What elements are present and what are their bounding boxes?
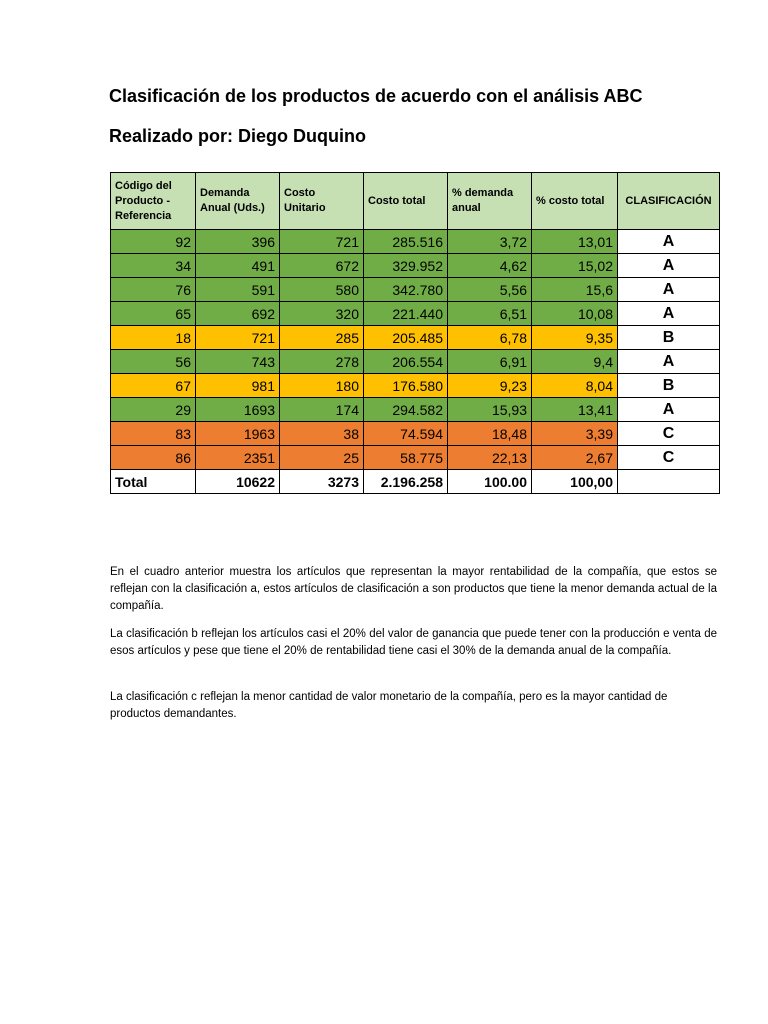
cell-costo-total: 206.554: [364, 350, 448, 374]
cell-demanda: 396: [196, 230, 280, 254]
cell-costo-total: 221.440: [364, 302, 448, 326]
cell-demanda: 743: [196, 350, 280, 374]
cell-clasificacion: A: [618, 230, 720, 254]
cell-codigo: 29: [111, 398, 196, 422]
cell-costo-unitario: 38: [280, 422, 364, 446]
cell-demanda: 591: [196, 278, 280, 302]
paragraph-1: En el cuadro anterior muestra los artículos que representan la mayor rentabilidad de la compañía, que estos se reflejan con la clasificación a, estos artículos de clasificación a son productos que tiene la menor demanda actual de la compañía.: [110, 565, 717, 612]
cell-pct-demanda: 22,13: [448, 446, 532, 470]
cell-clasificacion: C: [618, 446, 720, 470]
cell-costo-total: 58.775: [364, 446, 448, 470]
table-row: [111, 278, 720, 302]
cell-costo-unitario: 320: [280, 302, 364, 326]
cell-codigo: 56: [111, 350, 196, 374]
cell-costo-unitario: 721: [280, 230, 364, 254]
cell-codigo: 92: [111, 230, 196, 254]
cell-costo-unitario: 672: [280, 254, 364, 278]
table-row: [111, 350, 720, 374]
cell-costo-total: 294.582: [364, 398, 448, 422]
cell-costo-total: 205.485: [364, 326, 448, 350]
header-clasificacion: CLASIFICACIÓN: [618, 173, 720, 230]
cell-pct-costo: 10,08: [532, 302, 618, 326]
cell-clasificacion: B: [618, 374, 720, 398]
abc-table: [110, 172, 720, 494]
cell-pct-costo: 9,35: [532, 326, 618, 350]
paragraph-2: La clasificación b reflejan los artículos casi el 20% del valor de ganancia que puede tener con la producción e venta de esos artículos y pese que tiene el 20% de rentabilidad tiene casi el 30% de la demanda anual de la compañía.: [110, 627, 717, 657]
cell-codigo: 86: [111, 446, 196, 470]
cell-clasificacion: B: [618, 326, 720, 350]
cell-clasificacion: A: [618, 302, 720, 326]
total-costo-total: 2.196.258: [364, 470, 448, 494]
cell-codigo: 18: [111, 326, 196, 350]
total-pct-costo: 100,00: [532, 470, 618, 494]
cell-pct-demanda: 6,91: [448, 350, 532, 374]
table-row: [111, 398, 720, 422]
paragraph-3: La clasificación c reflejan la menor cantidad de valor monetario de la compañía, pero es la mayor cantidad de productos demandantes.: [110, 690, 668, 720]
cell-demanda: 2351: [196, 446, 280, 470]
cell-pct-costo: 9,4: [532, 350, 618, 374]
cell-pct-costo: 8,04: [532, 374, 618, 398]
cell-costo-unitario: 180: [280, 374, 364, 398]
table-body: [111, 230, 720, 494]
cell-pct-costo: 2,67: [532, 446, 618, 470]
total-pct-demanda: 100.00: [448, 470, 532, 494]
cell-demanda: 1963: [196, 422, 280, 446]
cell-pct-demanda: 5,56: [448, 278, 532, 302]
table-row: [111, 446, 720, 470]
cell-pct-costo: 13,01: [532, 230, 618, 254]
header-demanda: Demanda Anual (Uds.): [196, 173, 280, 230]
table-row: [111, 326, 720, 350]
cell-pct-demanda: 6,51: [448, 302, 532, 326]
table-row: [111, 254, 720, 278]
cell-demanda: 1693: [196, 398, 280, 422]
cell-clasificacion: A: [618, 278, 720, 302]
cell-codigo: 76: [111, 278, 196, 302]
cell-costo-total: 176.580: [364, 374, 448, 398]
total-costo-unitario: 3273: [280, 470, 364, 494]
table-header-row: [111, 173, 720, 230]
cell-costo-unitario: 25: [280, 446, 364, 470]
cell-clasificacion: A: [618, 398, 720, 422]
cell-costo-unitario: 174: [280, 398, 364, 422]
cell-pct-costo: 15,02: [532, 254, 618, 278]
cell-pct-demanda: 3,72: [448, 230, 532, 254]
document-author: Realizado por: Diego Duquino: [109, 126, 366, 146]
table-row: [111, 374, 720, 398]
header-costo-unitario: Costo Unitario: [280, 173, 364, 230]
cell-pct-demanda: 15,93: [448, 398, 532, 422]
cell-pct-costo: 3,39: [532, 422, 618, 446]
table-row: [111, 302, 720, 326]
header-pct-demanda: % demanda anual: [448, 173, 532, 230]
cell-demanda: 721: [196, 326, 280, 350]
total-label: Total: [111, 470, 196, 494]
cell-demanda: 981: [196, 374, 280, 398]
cell-codigo: 83: [111, 422, 196, 446]
cell-pct-costo: 13,41: [532, 398, 618, 422]
cell-pct-demanda: 6,78: [448, 326, 532, 350]
cell-clasificacion: A: [618, 254, 720, 278]
cell-codigo: 34: [111, 254, 196, 278]
table-total-row: [111, 470, 720, 494]
table-row: [111, 230, 720, 254]
cell-pct-demanda: 18,48: [448, 422, 532, 446]
cell-costo-total: 74.594: [364, 422, 448, 446]
cell-demanda: 692: [196, 302, 280, 326]
cell-costo-unitario: 285: [280, 326, 364, 350]
cell-codigo: 65: [111, 302, 196, 326]
header-codigo: Código del Producto - Referencia: [111, 173, 196, 230]
table-row: [111, 422, 720, 446]
total-demanda: 10622: [196, 470, 280, 494]
cell-clasificacion: A: [618, 350, 720, 374]
cell-costo-unitario: 580: [280, 278, 364, 302]
cell-codigo: 67: [111, 374, 196, 398]
cell-pct-costo: 15,6: [532, 278, 618, 302]
cell-costo-total: 329.952: [364, 254, 448, 278]
cell-pct-demanda: 9,23: [448, 374, 532, 398]
cell-costo-total: 342.780: [364, 278, 448, 302]
cell-clasificacion: C: [618, 422, 720, 446]
document-title: Clasificación de los productos de acuerdo con el análisis ABC: [109, 86, 643, 106]
cell-costo-total: 285.516: [364, 230, 448, 254]
header-pct-costo: % costo total: [532, 173, 618, 230]
total-clasificacion-empty: [618, 470, 720, 494]
header-costo-total: Costo total: [364, 173, 448, 230]
cell-costo-unitario: 278: [280, 350, 364, 374]
cell-demanda: 491: [196, 254, 280, 278]
cell-pct-demanda: 4,62: [448, 254, 532, 278]
